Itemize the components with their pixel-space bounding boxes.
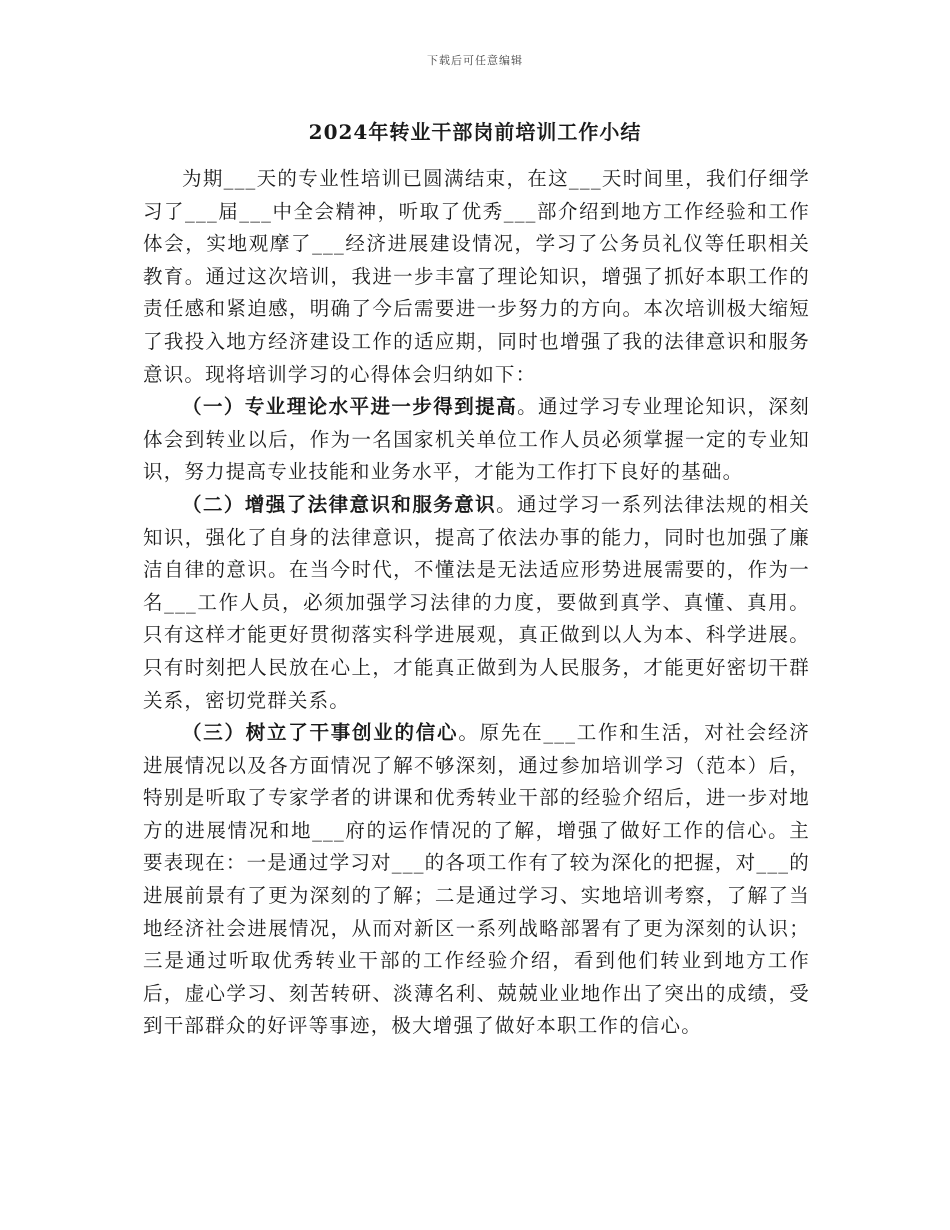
paragraph-text: 。原先在___工作和生活，对社会经济进展情况以及各方面情况了解不够深刻，通过参加培训学习（范本）后，特别是听取了专家学者的讲课和优秀转业干部的经验介绍后，进一步对地方的进展情况和地___府的运作情况的了解，增强了做好工作的信心。主要表现在：一是通过学习对___的各项工作有了较为深化的把握，对___的进展前景有了更为深刻的了解；二是通过学习、实地培训考察，了解了当地经济社会进展情况，从而对新区一系列战略部署有了更为深刻的认识；三是通过听取优秀转业干部的工作经验介绍，看到他们转业到地方工作后，虚心学习、刻苦转研、淡薄名利、兢兢业业地作出了突出的成绩，受到干部群众的好评等事迹，极大增强了做好本职工作的信心。 [143,721,810,1038]
document-title: 2024年转业干部岗前培训工作小结 [308,120,642,144]
section-heading: （三）树立了干事创业的信心 [182,721,459,745]
paragraph-section-3 [143,717,810,1043]
paragraph-intro [143,163,810,391]
paragraph-text: 。通过学习一系列法律法规的相关知识，强化了自身的法律意识，提高了依法办事的能力，同时也加强了廉洁自律的意识。在当今时代，不懂法是无法适应形势进展需要的，作为一名___工作人员，必须加强学习法律的力度，要做到真学、真懂、真用。只有这样才能更好贯彻落实科学进展观，真正做到以人为本、科学进展。只有时刻把人民放在心上，才能真正做到为人民服务，才能更好密切干群关系，密切党群关系。 [143,492,810,712]
section-heading: （一）专业理论水平进一步得到提高 [182,395,518,419]
document-body [143,163,810,1043]
paragraph-text: 为期___天的专业性培训已圆满结束，在这___天时间里，我们仔细学习了___届___中全会精神，听取了优秀___部介绍到地方工作经验和工作体会，实地观摩了___经济进展建设情况，学习了公务员礼仪等任职相关教育。通过这次培训，我进一步丰富了理论知识，增强了抓好本职工作的责任感和紧迫感，明确了今后需要进一步努力的方向。本次培训极大缩短了我投入地方经济建设工作的适应期，同时也增强了我的法律意识和服务意识。现将培训学习的心得体会归纳如下： [143,167,810,386]
header-note: 下载后可任意编辑 [427,54,523,67]
section-heading: （二）增强了法律意识和服务意识 [182,492,497,516]
paragraph-section-1 [143,391,810,489]
paragraph-text: 。通过学习专业理论知识，深刻体会到转业以后，作为一名国家机关单位工作人员必须掌握一定的专业知识，努力提高专业技能和业务水平，才能为工作打下良好的基础。 [143,395,810,484]
paragraph-section-2 [143,489,810,717]
